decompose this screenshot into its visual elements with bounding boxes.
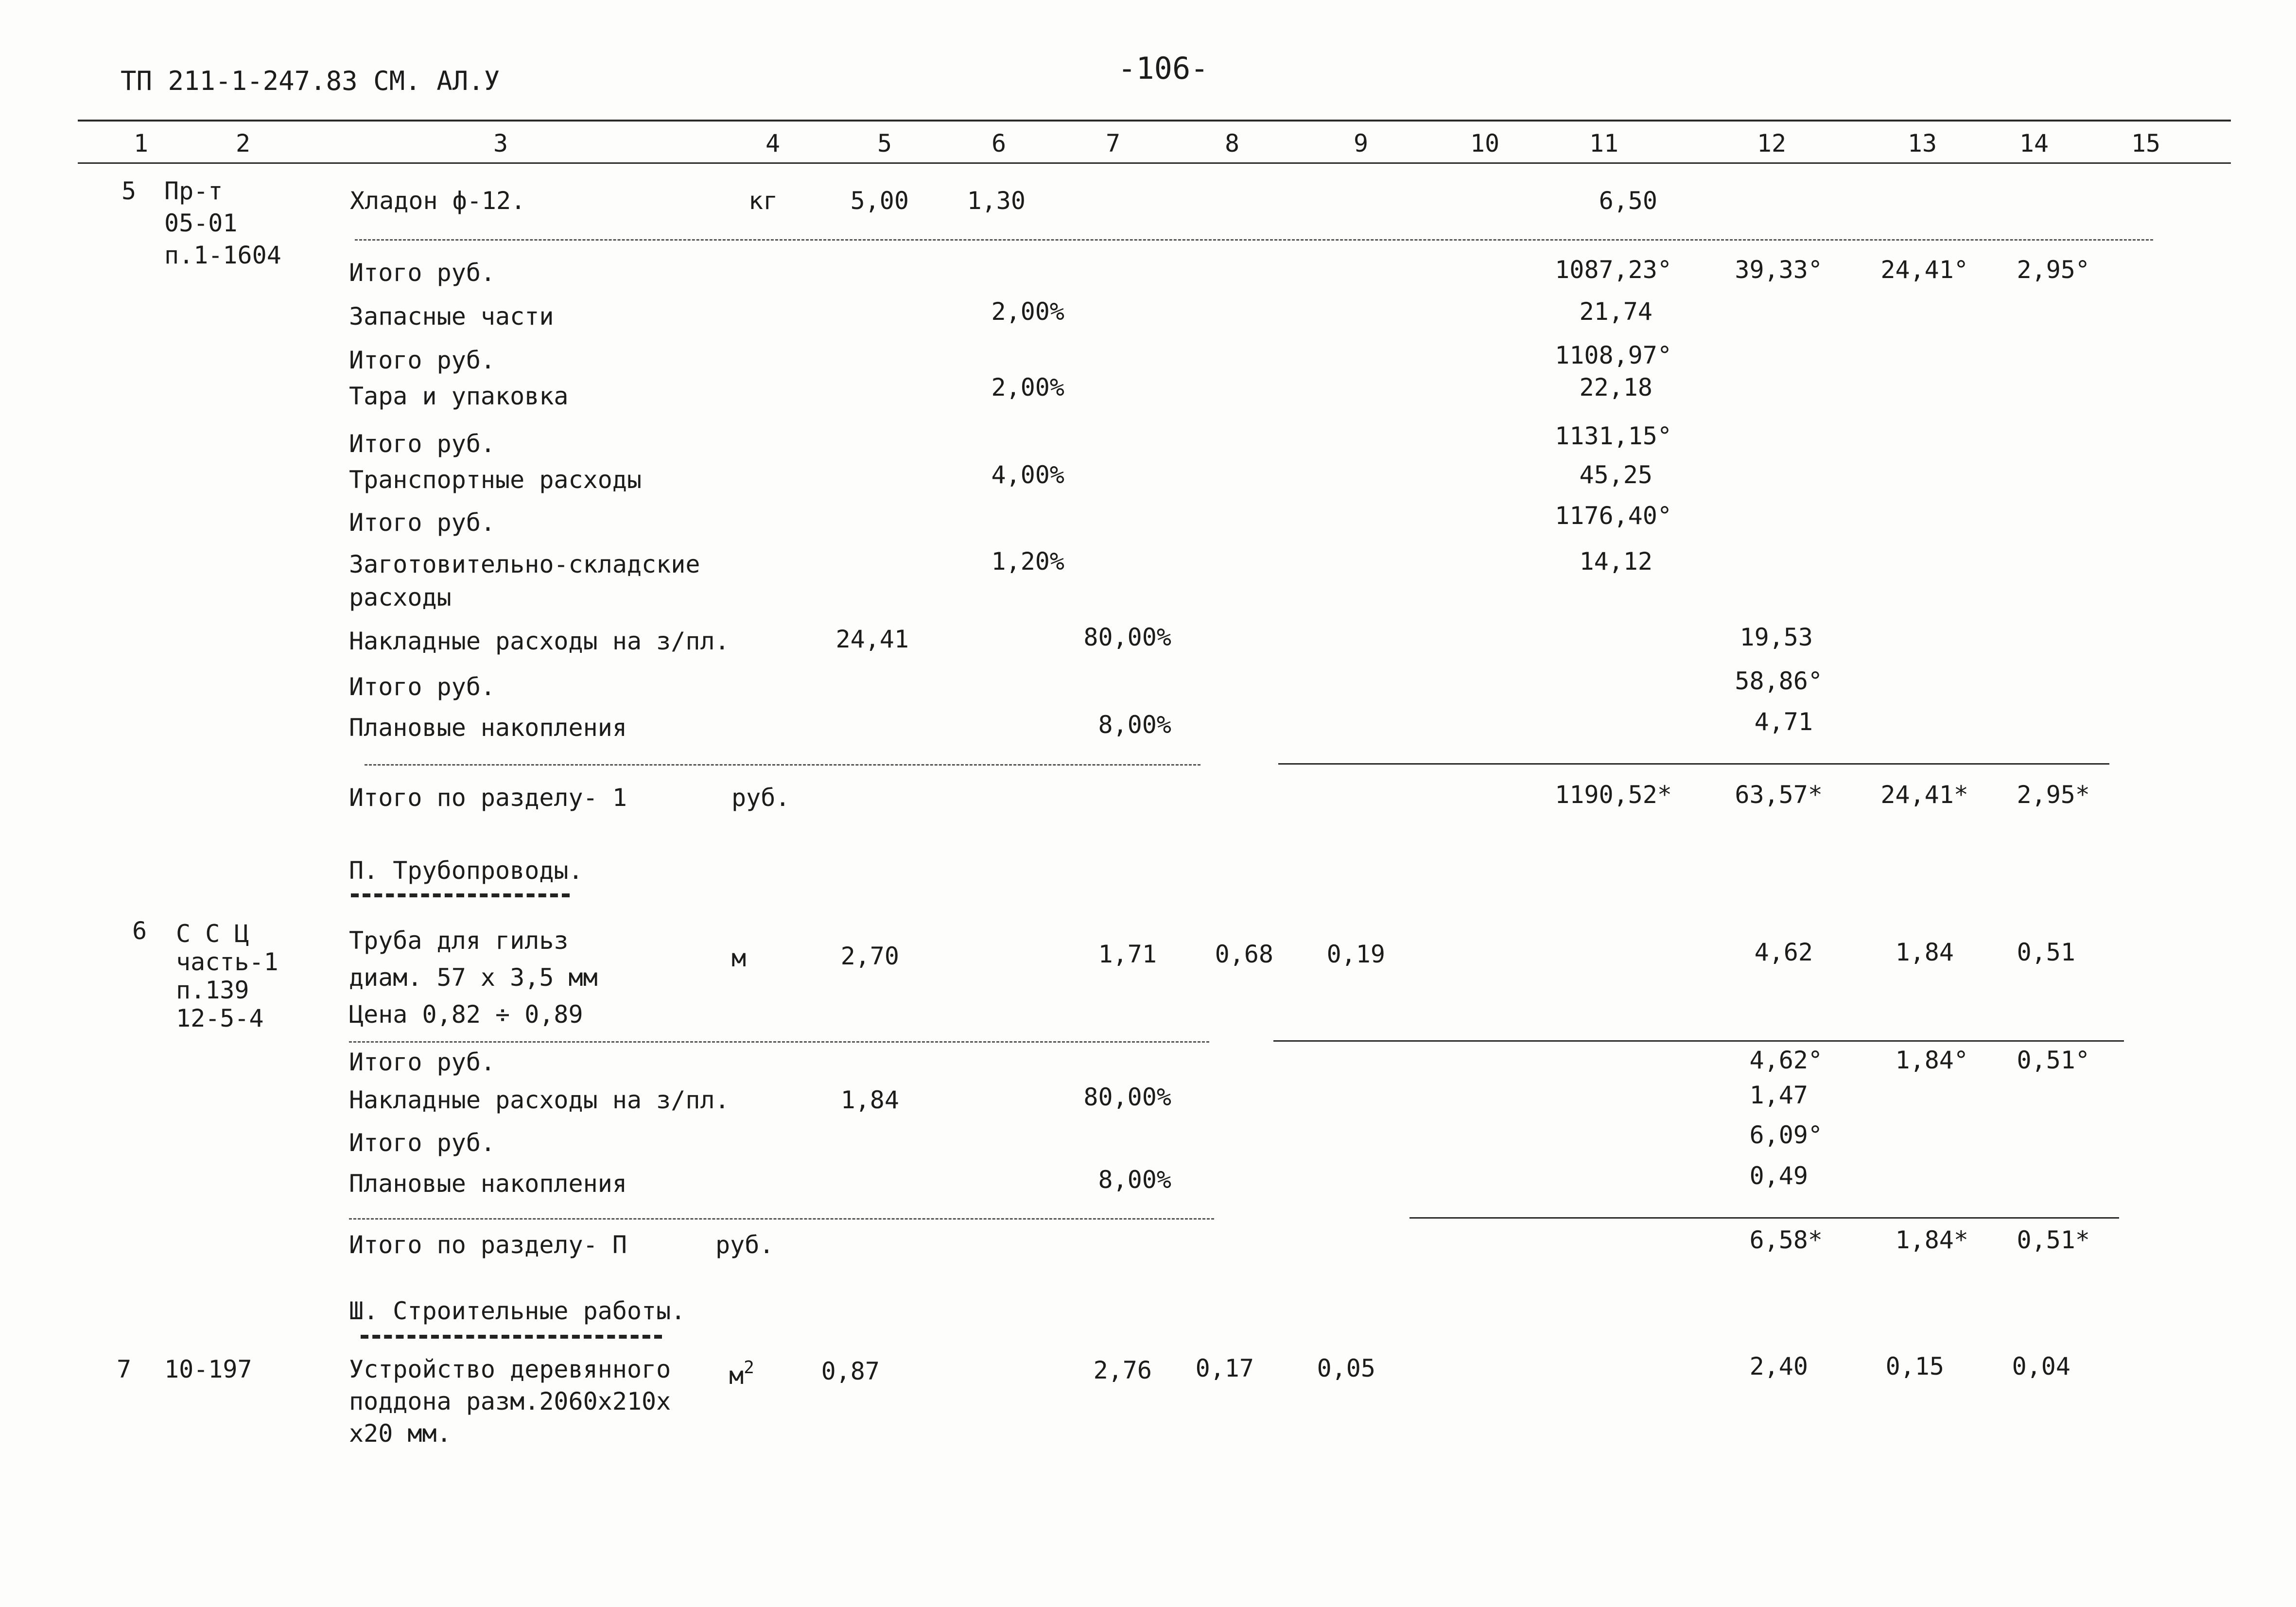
item-name-line: поддона разм.2060х210х <box>349 1387 671 1415</box>
col-header-9: 9 <box>1353 129 1369 157</box>
item-name: Устройство деревянного <box>349 1355 671 1383</box>
unit <box>729 1359 754 1388</box>
cell-col12: 4,62 <box>1754 938 1813 966</box>
col-header-6: 6 <box>991 129 1007 157</box>
col-header-4: 4 <box>765 129 781 157</box>
summary-label: Тара и упаковка <box>349 382 569 410</box>
cell-col14: 2,95° <box>2017 256 2090 284</box>
section-3-title-underline <box>361 1335 662 1339</box>
item-price-range: Цена 0,82 ÷ 0,89 <box>349 1000 583 1029</box>
cell-col11: 14,12 <box>1579 547 1652 576</box>
row-code-line: 12-5-4 <box>176 1004 264 1032</box>
row-code-line: Пр-т <box>164 177 223 205</box>
col-header-3: 3 <box>493 129 508 157</box>
cell-col12: 6,58* <box>1749 1226 1823 1254</box>
cell-col11: 1190,52* <box>1555 781 1672 809</box>
item-name-line: х20 мм. <box>349 1419 452 1448</box>
total-divider <box>349 1218 1214 1220</box>
row-number: 5 <box>122 177 137 205</box>
summary-label: Плановые накопления <box>349 1170 627 1198</box>
total-divider-right <box>1278 763 2109 765</box>
cell-col11: 6,50 <box>1599 187 1657 215</box>
cell-col13: 0,15 <box>1885 1352 1944 1380</box>
section-total-label: Итого по разделу- П <box>349 1231 627 1259</box>
cell-col12: 58,86° <box>1735 667 1823 695</box>
summary-label: Плановые накопления <box>349 714 627 742</box>
total-divider <box>365 764 1200 766</box>
summary-label: Итого руб. <box>349 508 496 537</box>
cell-col11: 1087,23° <box>1555 256 1672 284</box>
section-total-label: Итого по разделу- 1 <box>349 784 627 812</box>
unit-superscript: 2 <box>744 1358 754 1378</box>
cell-col5: 24,41 <box>835 625 909 653</box>
cell-col14: 2,95* <box>2017 781 2090 809</box>
summary-label: Итого руб. <box>349 430 496 458</box>
cell-col6-percent: 2,00% <box>991 297 1064 326</box>
cell-col8: 0,68 <box>1215 940 1273 968</box>
col-header-13: 13 <box>1907 129 1937 157</box>
cell-col11: 22,18 <box>1579 373 1652 402</box>
col-header-2: 2 <box>235 129 251 157</box>
row-code: 10-197 <box>164 1355 252 1383</box>
summary-label: Итого руб. <box>349 346 496 374</box>
summary-label: Итого руб. <box>349 673 496 701</box>
col-header-5: 5 <box>877 129 892 157</box>
cell-col7-percent: 80,00% <box>1083 623 1171 651</box>
row-number: 6 <box>132 917 147 945</box>
table-header-rule <box>78 162 2231 164</box>
cell-col6: 1,30 <box>967 187 1026 215</box>
cell-col13: 24,41° <box>1880 256 1968 284</box>
unit: кг <box>748 187 778 215</box>
cell-col11: 21,74 <box>1579 297 1652 326</box>
row-code-line: п.139 <box>176 976 249 1004</box>
cell-col5: 1,84 <box>840 1086 899 1114</box>
cell-col12: 39,33° <box>1735 256 1823 284</box>
section-3-title: Ш. Строительные работы. <box>349 1297 686 1325</box>
cell-col6-percent: 2,00% <box>991 373 1064 402</box>
cell-col6-percent: 4,00% <box>991 461 1064 489</box>
cell-col11: 1131,15° <box>1555 422 1672 450</box>
summary-label: Итого руб. <box>349 259 496 287</box>
unit-text: м <box>729 1362 744 1390</box>
cell-col11: 45,25 <box>1579 461 1652 489</box>
cell-col5: 2,70 <box>840 942 899 970</box>
item-name: Труба для гильз <box>349 926 569 955</box>
summary-label: Запасные части <box>349 302 554 331</box>
cell-col13: 1,84* <box>1895 1226 1968 1254</box>
cell-col6-percent: 1,20% <box>991 547 1064 576</box>
col-header-14: 14 <box>2019 129 2049 157</box>
cell-col12: 4,71 <box>1754 708 1813 736</box>
cell-col9: 0,05 <box>1317 1354 1375 1382</box>
cell-col11: 1176,40° <box>1555 502 1672 530</box>
row-divider-right <box>1273 1040 2124 1042</box>
col-header-1: 1 <box>133 129 149 157</box>
col-header-15: 15 <box>2131 129 2161 157</box>
cell-col12: 63,57* <box>1735 781 1823 809</box>
cell-col7-percent: 8,00% <box>1098 1166 1171 1194</box>
summary-label: Накладные расходы на з/пл. <box>349 1086 730 1114</box>
row-code-line: С С Ц <box>176 920 249 948</box>
summary-label: Транспортные расходы <box>349 466 642 494</box>
item-name: Хладон ф-12. <box>350 187 526 215</box>
total-divider-right <box>1409 1217 2119 1219</box>
row-number: 7 <box>117 1355 132 1383</box>
row-code-line: 05-01 <box>164 209 238 237</box>
cell-col14: 0,51 <box>2017 938 2075 966</box>
cell-col13: 1,84° <box>1895 1046 1968 1074</box>
section-2-title-underline <box>351 893 570 897</box>
cell-col12: 2,40 <box>1749 1352 1808 1380</box>
summary-label: Накладные расходы на з/пл. <box>349 627 730 655</box>
cell-col12: 1,47 <box>1749 1081 1808 1109</box>
summary-label: Итого руб. <box>349 1129 496 1157</box>
cell-col7: 1,71 <box>1098 940 1157 968</box>
summary-label-cont: расходы <box>349 583 452 611</box>
col-header-12: 12 <box>1757 129 1787 157</box>
cell-col14: 0,51° <box>2017 1046 2090 1074</box>
cell-col13: 24,41* <box>1880 781 1968 809</box>
cell-col5: 0,87 <box>821 1357 880 1385</box>
unit: руб. <box>715 1231 774 1259</box>
cell-col12: 19,53 <box>1739 623 1813 651</box>
cell-col8: 0,17 <box>1195 1354 1254 1382</box>
cell-col13: 1,84 <box>1895 938 1954 966</box>
col-header-8: 8 <box>1224 129 1240 157</box>
summary-label: Итого руб. <box>349 1048 496 1076</box>
cell-col12: 0,49 <box>1749 1162 1808 1190</box>
section-2-title: П. Трубопроводы. <box>349 856 583 885</box>
col-header-7: 7 <box>1105 129 1121 157</box>
row-divider <box>349 1041 1209 1043</box>
cell-col14: 0,04 <box>2012 1352 2070 1380</box>
col-header-11: 11 <box>1589 129 1619 157</box>
cell-col7-percent: 8,00% <box>1098 711 1171 739</box>
cell-col9: 0,19 <box>1326 940 1385 968</box>
page-number: -106- <box>1118 51 1209 86</box>
unit: руб. <box>731 784 790 812</box>
row-code-line: п.1-1604 <box>164 241 281 269</box>
col-header-10: 10 <box>1470 129 1500 157</box>
cell-col7: 2,76 <box>1093 1356 1152 1384</box>
cell-col12: 4,62° <box>1749 1046 1823 1074</box>
item-name-line: диам. 57 х 3,5 мм <box>349 963 598 992</box>
cell-col7-percent: 80,00% <box>1083 1083 1171 1111</box>
cell-col11: 1108,97° <box>1555 341 1672 369</box>
row-divider <box>355 239 2153 241</box>
cell-col14: 0,51* <box>2017 1226 2090 1254</box>
cell-col5: 5,00 <box>850 187 909 215</box>
summary-label: Заготовительно-складские <box>349 550 700 578</box>
cell-col12: 6,09° <box>1749 1121 1823 1149</box>
unit: м <box>731 944 747 972</box>
table-top-rule <box>78 120 2231 122</box>
document-reference: ТП 211-1-247.83 СМ. АЛ.У <box>121 66 500 96</box>
row-code-line: часть-1 <box>176 948 278 976</box>
